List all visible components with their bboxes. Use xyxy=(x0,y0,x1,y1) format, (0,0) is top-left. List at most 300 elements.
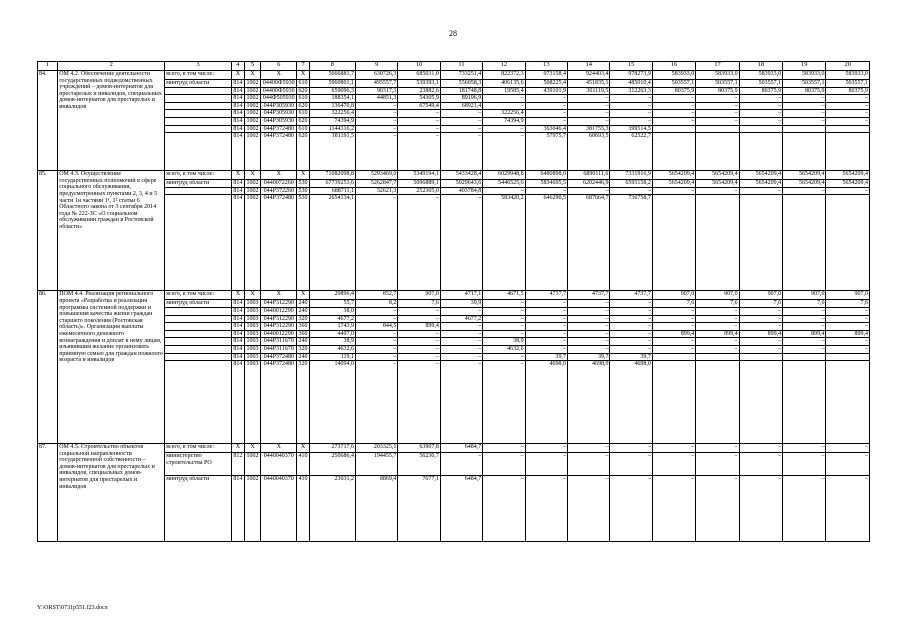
header-cell: 18 xyxy=(739,62,782,71)
value-cell: 5446525,6 xyxy=(483,180,525,188)
value-cell: – xyxy=(826,315,870,323)
value-cell: 74394,9 xyxy=(309,117,355,125)
value-cell: – xyxy=(652,476,695,542)
value-cell: 7,6 xyxy=(696,300,739,308)
total-label: всего, в том числе: xyxy=(165,444,232,453)
value-cell: 5834695,5 xyxy=(525,180,567,188)
total-cell: 273717,6 xyxy=(309,444,355,453)
value-cell: – xyxy=(652,315,695,323)
value-cell: 39,7 xyxy=(610,353,652,361)
value-cell: – xyxy=(525,187,567,195)
value-cell: 5096889,1 xyxy=(398,180,440,188)
value-cell: – xyxy=(739,307,782,315)
value-cell: – xyxy=(483,330,525,338)
value-cell: 89196,9 xyxy=(440,95,482,103)
executor-cell xyxy=(165,330,232,338)
value-cell: 814 xyxy=(231,125,244,133)
total-cell: 5654209,4 xyxy=(696,171,739,180)
value-cell: 5654209,4 xyxy=(826,180,870,188)
value-cell: – xyxy=(525,330,567,338)
value-cell: 1002 xyxy=(244,187,260,195)
footer-filepath: Y:\ORST\0731p551.f23.docx xyxy=(37,605,108,611)
total-cell: 6890111,6 xyxy=(568,171,610,180)
value-cell: – xyxy=(739,453,782,476)
value-cell: 80375,9 xyxy=(652,87,695,95)
value-cell: 814 xyxy=(231,338,244,346)
value-cell: 4698,0 xyxy=(525,361,567,444)
value-cell: 044Р305930 xyxy=(261,117,297,125)
value-cell: 406135,6 xyxy=(483,80,525,88)
value-cell: 4698,0 xyxy=(610,361,652,444)
total-cell: X xyxy=(244,171,260,180)
executor-cell xyxy=(165,338,232,346)
value-cell: – xyxy=(783,307,826,315)
table-row xyxy=(38,71,870,80)
value-cell: – xyxy=(826,117,870,125)
total-cell: – xyxy=(652,444,695,453)
total-cell: 4671,5 xyxy=(483,291,525,300)
value-cell: 044Р372480 xyxy=(261,133,297,171)
value-cell: 1003 xyxy=(244,345,260,353)
value-cell: – xyxy=(696,453,739,476)
value-cell: – xyxy=(525,95,567,103)
value-cell: 610 xyxy=(298,95,308,102)
value-cell: 503557,1 xyxy=(783,80,826,88)
total-cell: X xyxy=(244,291,260,300)
total-cell: – xyxy=(739,444,782,453)
header-cell: 5 xyxy=(244,62,260,71)
header-cell: 3 xyxy=(165,62,232,71)
value-cell: 044Р311670 xyxy=(261,338,297,346)
total-cell: 583933,0 xyxy=(652,71,695,80)
value-cell: – xyxy=(525,102,567,110)
value-cell: – xyxy=(483,102,525,110)
total-cell: 5666881,7 xyxy=(309,71,355,80)
value-cell: 899,4 xyxy=(696,330,739,338)
executor-cell xyxy=(165,87,232,95)
value-cell: – xyxy=(610,307,652,315)
measure-name: ОМ 4.2. Обеспечение деятельности государственных подведомственных учреждений – домов-интернатов для престарелых и инвалидов, специальных домов-интернатов для престарелых и инвалидов xyxy=(58,71,165,171)
value-cell: 814 xyxy=(231,110,244,118)
value-cell: 044Р372260 xyxy=(261,187,297,195)
value-cell: 4497,0 xyxy=(309,330,355,338)
value-cell: – xyxy=(356,330,398,338)
row-number: 86. xyxy=(38,291,58,444)
value-cell: – xyxy=(826,95,870,103)
value-cell: – xyxy=(398,110,440,118)
value-cell: 1743,9 xyxy=(309,323,355,331)
value-cell: 530 xyxy=(298,187,308,194)
value-cell: 80375,9 xyxy=(783,87,826,95)
value-cell: 2654134,1 xyxy=(309,195,355,291)
value-cell: – xyxy=(568,453,610,476)
value-cell: – xyxy=(610,476,652,542)
value-cell: 044Р372480 xyxy=(261,195,297,291)
value-cell: 814 xyxy=(231,361,244,444)
value-cell: – xyxy=(696,307,739,315)
value-cell: 5029643,6 xyxy=(440,180,482,188)
value-cell xyxy=(652,125,695,133)
value-cell: 814 xyxy=(231,195,244,291)
value-cell: 899,4 xyxy=(826,330,870,338)
total-cell: 4737,7 xyxy=(610,291,652,300)
total-cell: 973158,4 xyxy=(525,71,567,80)
total-cell: 5654209,4 xyxy=(783,171,826,180)
executor-cell xyxy=(165,307,232,315)
value-cell: – xyxy=(610,345,652,353)
value-cell: 899,4 xyxy=(398,323,440,331)
value-cell: 39,9 xyxy=(440,300,482,308)
value-cell: 0440012290 xyxy=(261,330,297,338)
value-cell: 62522,7 xyxy=(610,133,652,171)
value-cell: – xyxy=(356,338,398,346)
value-cell: 7,6 xyxy=(652,300,695,308)
value-cell: 814 xyxy=(231,102,244,110)
value-cell: 439101,9 xyxy=(525,87,567,95)
value-cell: – xyxy=(783,187,826,195)
value-cell xyxy=(652,353,695,361)
total-cell: 822372,3 xyxy=(483,71,525,80)
executor-cell xyxy=(165,102,232,110)
value-cell: 814 xyxy=(231,95,244,103)
header-cell: 6 xyxy=(261,62,297,71)
value-cell: – xyxy=(356,195,398,291)
total-cell: 5349194,1 xyxy=(398,171,440,180)
value-cell: – xyxy=(525,338,567,346)
value-cell: – xyxy=(783,117,826,125)
total-cell: 71082098,8 xyxy=(309,171,355,180)
value-cell: 252305,0 xyxy=(398,187,440,195)
value-cell: – xyxy=(440,110,482,118)
value-cell: – xyxy=(696,117,739,125)
value-cell: 188354,1 xyxy=(309,95,355,103)
value-cell: 646290,5 xyxy=(525,195,567,291)
value-cell: 610 xyxy=(298,125,308,132)
value-cell: 610 xyxy=(298,110,308,117)
value-cell: – xyxy=(356,110,398,118)
value-cell xyxy=(739,125,782,133)
value-cell: 687664,7 xyxy=(568,195,610,291)
executor-cell: минтруд области xyxy=(165,180,232,188)
value-cell: – xyxy=(652,187,695,195)
value-cell: 1003 xyxy=(244,300,260,308)
value-cell: – xyxy=(440,133,482,171)
measure-name: ОМ 4.3. Осуществление государственных полномочий в сфере социального обслуживания, предусмотренных пунктами 2, 3, 4 и 5 части 1и частями 1¹, 1² статьи 6 Областного закона от 3 сентября 2014 года № 222-ЗС «О социальном обслуживании граждан в Ростовской области» xyxy=(58,171,165,291)
value-cell: – xyxy=(398,345,440,353)
value-cell: 7,6 xyxy=(739,300,782,308)
value-cell: 503557,1 xyxy=(696,80,739,88)
value-cell: 320 xyxy=(298,315,308,322)
value-cell xyxy=(739,195,782,291)
value-cell: – xyxy=(398,353,440,361)
value-cell: – xyxy=(783,453,826,476)
value-cell: 044Р305930 xyxy=(261,110,297,118)
value-cell: – xyxy=(610,117,652,125)
value-cell: – xyxy=(568,476,610,542)
value-cell: – xyxy=(696,187,739,195)
value-cell: – xyxy=(739,476,782,542)
value-cell: 38,9 xyxy=(309,338,355,346)
total-cell: X xyxy=(244,71,260,80)
header-cell: 16 xyxy=(652,62,695,71)
total-cell: X xyxy=(297,171,309,180)
value-cell: 044Ф505930 xyxy=(261,95,297,103)
total-cell: 5654209,4 xyxy=(739,171,782,180)
executor-cell: минтруд области xyxy=(165,300,232,308)
value-cell: – xyxy=(826,453,870,476)
value-cell: 5654209,4 xyxy=(652,180,695,188)
value-cell: – xyxy=(610,323,652,331)
value-cell: – xyxy=(483,300,525,308)
total-cell: – xyxy=(783,444,826,453)
value-cell: 1002 xyxy=(244,476,260,542)
value-cell: 56230,7 xyxy=(398,453,440,476)
row-number: 87. xyxy=(38,444,58,542)
executor-cell: минтруд области xyxy=(165,80,232,88)
value-cell: – xyxy=(610,315,652,323)
value-cell: – xyxy=(610,453,652,476)
value-cell: 39,7 xyxy=(568,353,610,361)
value-cell: 1002 xyxy=(244,80,260,88)
value-cell: – xyxy=(568,187,610,195)
value-cell: – xyxy=(483,323,525,331)
total-cell: 907,0 xyxy=(398,291,440,300)
value-cell xyxy=(783,133,826,171)
value-cell: – xyxy=(440,307,482,315)
value-cell: 044Р305930 xyxy=(261,102,297,110)
header-cell: 7 xyxy=(297,62,309,71)
value-cell: – xyxy=(483,353,525,361)
value-cell: – xyxy=(525,453,567,476)
value-cell: 899,4 xyxy=(739,330,782,338)
value-cell: 451835,1 xyxy=(568,80,610,88)
value-cell: – xyxy=(356,307,398,315)
value-cell: 5654209,4 xyxy=(739,180,782,188)
total-cell: 5433428,4 xyxy=(440,171,482,180)
executor-cell xyxy=(165,353,232,361)
value-cell: 240 xyxy=(298,300,308,307)
value-cell: – xyxy=(440,117,482,125)
total-cell: X xyxy=(244,444,260,453)
total-cell: 4717,1 xyxy=(440,291,482,300)
value-cell: 814 xyxy=(231,80,244,88)
value-cell: – xyxy=(739,338,782,346)
value-cell: 32621,3 xyxy=(356,187,398,195)
value-cell: – xyxy=(739,187,782,195)
value-cell: – xyxy=(739,110,782,118)
value-cell: 67549,4 xyxy=(398,102,440,110)
value-cell: – xyxy=(483,315,525,323)
value-cell: 620 xyxy=(298,102,308,109)
value-cell: – xyxy=(483,95,525,103)
value-cell: 814 xyxy=(231,133,244,171)
value-cell: – xyxy=(568,110,610,118)
value-cell: – xyxy=(610,110,652,118)
value-cell: 485010,4 xyxy=(610,80,652,88)
value-cell: 1003 xyxy=(244,323,260,331)
value-cell: 57975,7 xyxy=(525,133,567,171)
value-cell: – xyxy=(696,95,739,103)
value-cell: – xyxy=(652,307,695,315)
value-cell: 360 xyxy=(298,330,308,337)
total-cell: – xyxy=(525,444,567,453)
value-cell: 136470,8 xyxy=(309,102,355,110)
value-cell: 1002 xyxy=(244,453,260,476)
executor-cell xyxy=(165,117,232,125)
value-cell: 1144316,2 xyxy=(309,125,355,133)
total-cell: X xyxy=(231,71,244,80)
total-cell: 978273,9 xyxy=(610,71,652,80)
header-cell: 12 xyxy=(483,62,525,71)
value-cell: – xyxy=(826,323,870,331)
total-cell: X xyxy=(261,71,297,80)
total-cell: 583933,0 xyxy=(783,71,826,80)
value-cell: – xyxy=(398,361,440,444)
value-cell: – xyxy=(826,476,870,542)
value-cell: – xyxy=(652,323,695,331)
value-cell: – xyxy=(739,102,782,110)
value-cell: 38,0 xyxy=(309,307,355,315)
total-cell: 7331916,9 xyxy=(610,171,652,180)
value-cell: 1002 xyxy=(244,125,260,133)
total-cell: – xyxy=(826,444,870,453)
table-row xyxy=(38,291,870,300)
value-cell: 1003 xyxy=(244,315,260,323)
value-cell: – xyxy=(568,330,610,338)
value-cell: 194455,7 xyxy=(356,453,398,476)
total-cell: 852,7 xyxy=(356,291,398,300)
value-cell: – xyxy=(525,323,567,331)
total-cell: X xyxy=(231,171,244,180)
value-cell: – xyxy=(568,338,610,346)
value-cell: – xyxy=(739,345,782,353)
table-row xyxy=(38,444,870,453)
value-cell: 814 xyxy=(231,315,244,323)
value-cell: 814 xyxy=(231,353,244,361)
value-cell: 8,2 xyxy=(356,300,398,308)
value-cell: 399514,5 xyxy=(610,125,652,133)
value-cell: – xyxy=(525,300,567,308)
value-cell: – xyxy=(568,345,610,353)
measure-name: ОМ 4.5. Строительство объектов социальной направленности государственной собственности – домов-интернатов для престарелых и инвалидов, специальных домов-интернатов для престарелых и инвалидов xyxy=(58,444,165,542)
value-cell: – xyxy=(652,117,695,125)
value-cell: – xyxy=(696,110,739,118)
value-cell: 503557,1 xyxy=(652,80,695,88)
value-cell: – xyxy=(696,338,739,346)
value-cell: – xyxy=(483,133,525,171)
total-cell: – xyxy=(696,444,739,453)
value-cell: – xyxy=(696,345,739,353)
value-cell: 1002 xyxy=(244,133,260,171)
value-cell: 322256,4 xyxy=(483,110,525,118)
header-cell: 17 xyxy=(696,62,739,71)
header-cell: 9 xyxy=(356,62,398,71)
value-cell: 312263,3 xyxy=(610,87,652,95)
value-cell: 67739253,6 xyxy=(309,180,355,188)
value-cell: 6202446,9 xyxy=(568,180,610,188)
executor-cell xyxy=(165,110,232,118)
executor-cell xyxy=(165,345,232,353)
value-cell: – xyxy=(652,110,695,118)
value-cell: 04400Ф5930 xyxy=(261,87,297,95)
value-cell: 5654209,4 xyxy=(696,180,739,188)
total-label: всего, в том числе: xyxy=(165,171,232,180)
value-cell: 1003 xyxy=(244,353,260,361)
value-cell: – xyxy=(739,95,782,103)
header-cell: 20 xyxy=(826,62,870,71)
value-cell xyxy=(652,133,695,171)
value-cell: 044Р312290 xyxy=(261,315,297,323)
row-number: 85. xyxy=(38,171,58,291)
total-cell: X xyxy=(297,71,309,80)
total-cell: 5654209,4 xyxy=(652,171,695,180)
value-cell: – xyxy=(568,323,610,331)
value-cell: – xyxy=(652,338,695,346)
value-cell: 814 xyxy=(231,187,244,195)
value-cell: – xyxy=(440,323,482,331)
value-cell: – xyxy=(568,102,610,110)
executor-cell: министерство строительства РО xyxy=(165,453,232,476)
executor-cell xyxy=(165,323,232,331)
value-cell: 814 xyxy=(231,87,244,95)
value-cell: 1003 xyxy=(244,361,260,444)
value-cell: – xyxy=(568,307,610,315)
value-cell: 8869,4 xyxy=(356,476,398,542)
value-cell: 360 xyxy=(298,323,308,330)
value-cell: – xyxy=(826,338,870,346)
value-cell: – xyxy=(783,102,826,110)
value-cell: 5960801,1 xyxy=(309,80,355,88)
value-cell: – xyxy=(610,95,652,103)
header-cell: 1 xyxy=(38,62,58,71)
value-cell: 04400Ф5930 xyxy=(261,80,297,88)
value-cell: 530 xyxy=(297,195,309,291)
total-cell: 583933,0 xyxy=(826,71,870,80)
value-cell: 54305,9 xyxy=(398,95,440,103)
total-cell: 583933,0 xyxy=(739,71,782,80)
value-cell: 6484,7 xyxy=(440,476,482,542)
value-cell: 044Р311670 xyxy=(261,345,297,353)
value-cell: 044Р312290 xyxy=(261,300,297,308)
value-cell: 4677,2 xyxy=(440,315,482,323)
value-cell: – xyxy=(356,133,398,171)
value-cell: 181748,8 xyxy=(440,87,482,95)
value-cell: 5262847,7 xyxy=(356,180,398,188)
value-cell: – xyxy=(440,353,482,361)
header-cell: 19 xyxy=(783,62,826,71)
total-cell: 6029948,8 xyxy=(483,171,525,180)
value-cell xyxy=(783,361,826,444)
value-cell: – xyxy=(398,195,440,291)
value-cell: 508225,4 xyxy=(525,80,567,88)
value-cell: – xyxy=(356,315,398,323)
page-number: 28 xyxy=(449,29,457,38)
value-cell: – xyxy=(568,300,610,308)
value-cell: – xyxy=(783,323,826,331)
value-cell: 80375,9 xyxy=(739,87,782,95)
value-cell: – xyxy=(440,345,482,353)
value-cell: 381755,3 xyxy=(568,125,610,133)
value-cell: 6595158,2 xyxy=(610,180,652,188)
value-cell: – xyxy=(525,110,567,118)
value-cell: 688711,1 xyxy=(309,187,355,195)
value-cell: 23882,6 xyxy=(398,87,440,95)
header-cell: 8 xyxy=(309,62,355,71)
value-cell: 814 xyxy=(231,323,244,331)
header-cell: 15 xyxy=(610,62,652,71)
value-cell: – xyxy=(610,102,652,110)
total-cell: – xyxy=(610,444,652,453)
